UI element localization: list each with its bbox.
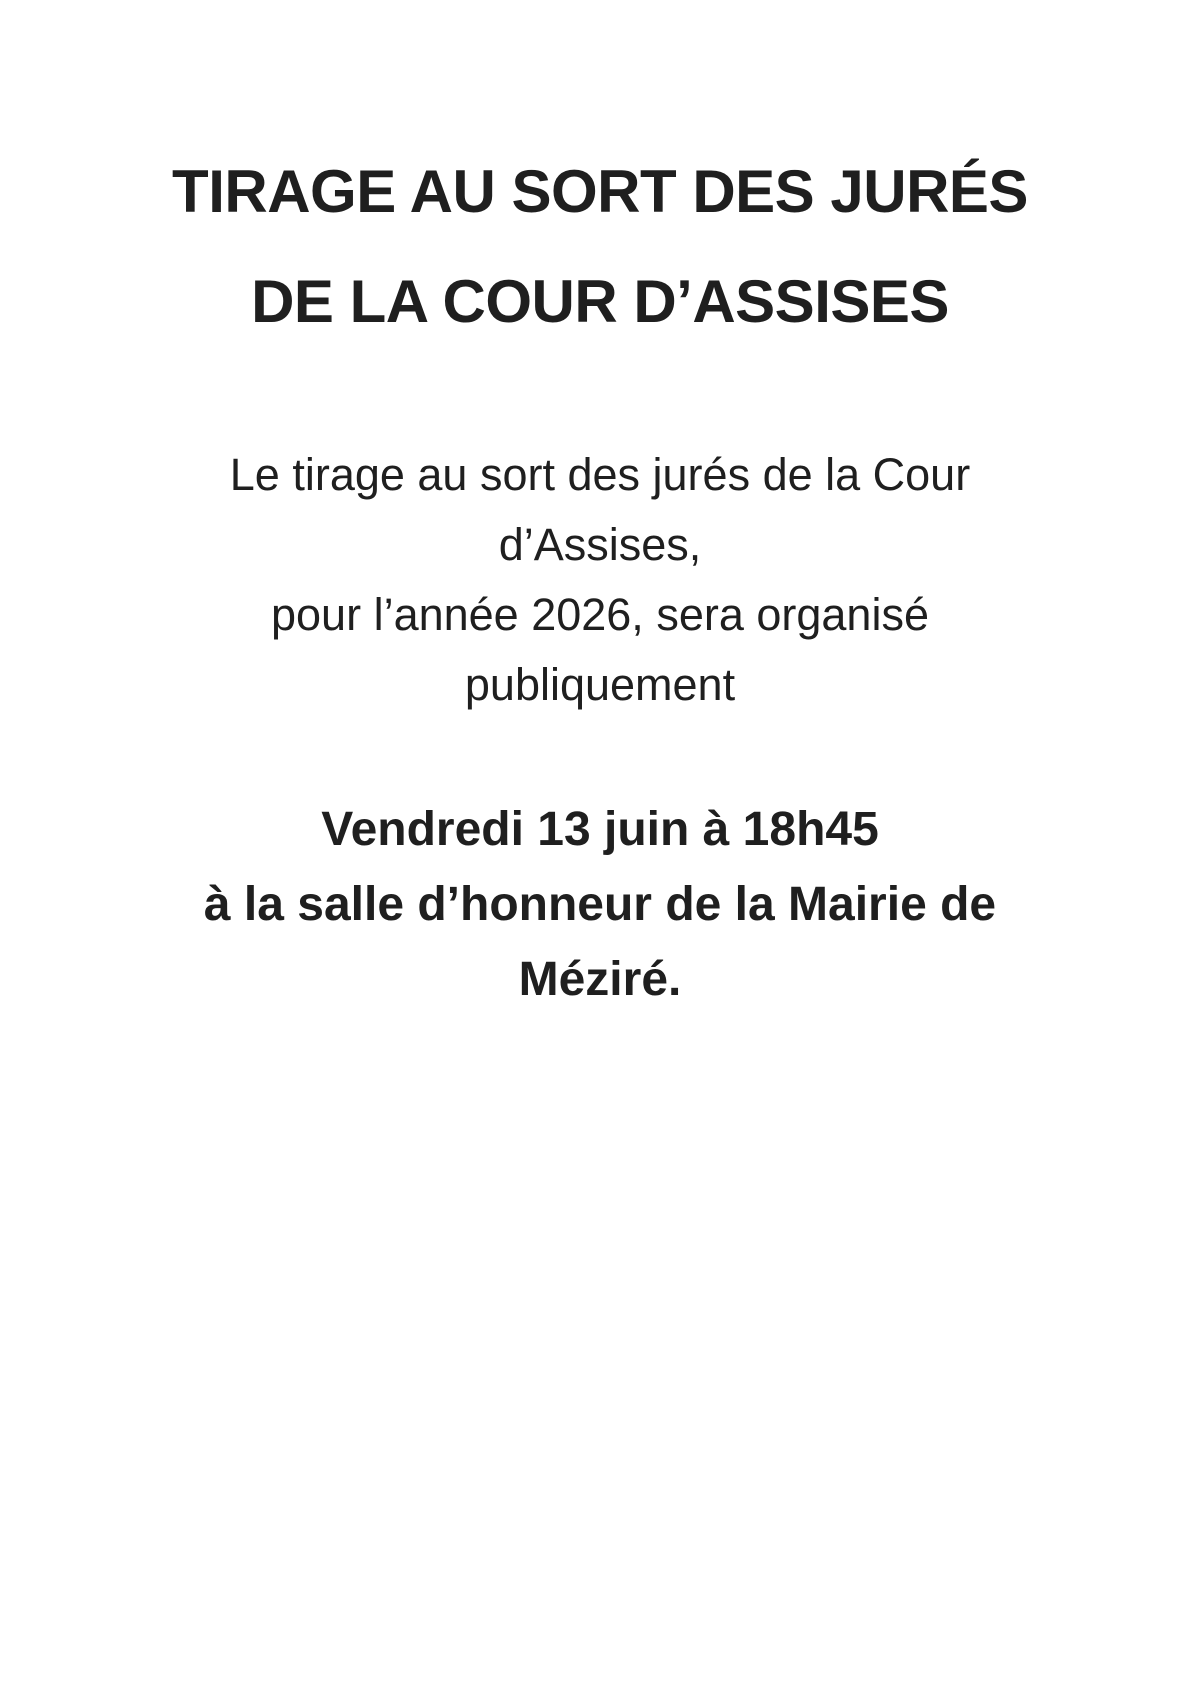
intro-paragraph <box>120 440 1080 720</box>
title-line-1: TIRAGE AU SORT DES JURÉS <box>172 158 1028 225</box>
event-location-line-1: à la salle d’honneur de la Mairie de <box>203 878 997 931</box>
intro-line-3: pour l’année 2026, sera organisé <box>271 589 929 640</box>
title-line-2: DE LA COUR D’ASSISES <box>251 268 949 335</box>
intro-line-2: d’Assises, <box>498 519 702 570</box>
intro-line-1: Le tirage au sort des jurés de la Cour <box>229 449 971 500</box>
event-details <box>60 792 1140 1017</box>
intro-line-4: publiquement <box>464 659 736 710</box>
event-location-line-2: Méziré. <box>518 953 682 1006</box>
event-date-time: Vendredi 13 juin à 18h45 <box>321 803 879 856</box>
